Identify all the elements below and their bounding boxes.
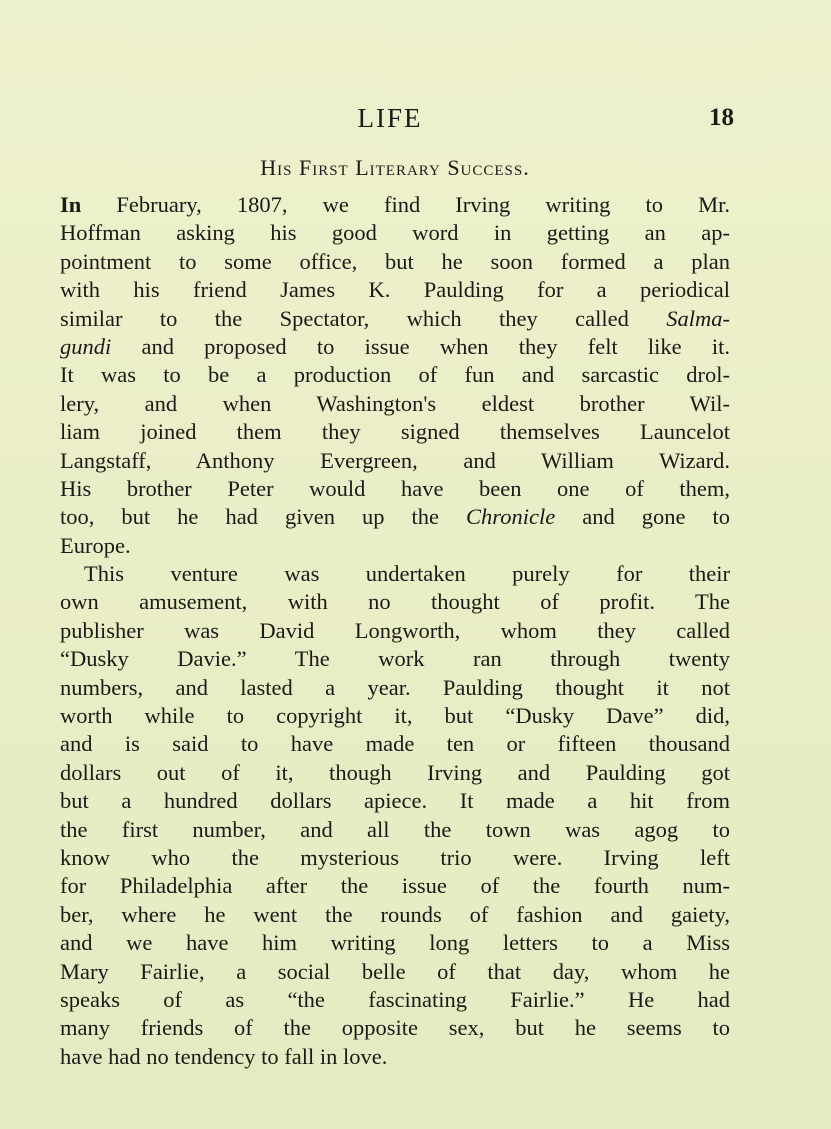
text-line: own amusement, with no thought of profit. The (60, 589, 730, 615)
text-line: worth while to copyright it, but “Dusky Dave” did, (60, 703, 730, 729)
text-fragment: and proposed to issue when they felt like it. (111, 333, 730, 359)
text-line: know who the mysterious trio were. Irving left (60, 844, 730, 870)
text-line (60, 191, 730, 219)
text-line: Mary Fairlie, a social belle of that day, whom he (60, 958, 730, 984)
lead-word: In (60, 192, 82, 217)
running-header (0, 98, 831, 138)
text-line (60, 333, 730, 361)
text-line: and we have him writing long letters to a Miss (60, 930, 730, 956)
section-heading: His First Literary Success. (260, 155, 530, 180)
text-line: have had no tendency to fall in love. (60, 1043, 388, 1069)
text-line: Hoffman asking his good word in getting an ap- (60, 220, 730, 246)
text-line: with his friend James K. Paulding for a periodical (60, 277, 730, 303)
text-line: “Dusky Davie.” The work ran through twenty (60, 646, 730, 672)
text-line: Europe. (60, 532, 131, 558)
text-fragment: similar to the Spectator, which they called (60, 305, 667, 331)
text-line: the first number, and all the town was agog to (60, 816, 730, 842)
text-line: for Philadelphia after the issue of the fourth num- (60, 873, 730, 899)
text-line: Langstaff, Anthony Evergreen, and William Wizard. (60, 447, 730, 473)
text-line: His brother Peter would have been one of them, (60, 475, 730, 501)
text-line: but a hundred dollars apiece. It made a hit from (60, 788, 730, 814)
italic-title: gundi (60, 333, 112, 359)
paragraph-1 (60, 191, 730, 560)
text-line: liam joined them they signed themselves Launcelot (60, 419, 730, 445)
text-line: dollars out of it, though Irving and Paulding got (60, 759, 730, 785)
text-line: lery, and when Washington's eldest brother Wil- (60, 390, 730, 416)
italic-title: Salma- (666, 305, 730, 331)
text-line: many friends of the opposite sex, but he seems to (60, 1015, 730, 1041)
text-line: pointment to some office, but he soon formed a plan (60, 248, 730, 274)
text-line: speaks of as “the fascinating Fairlie.” He had (60, 986, 730, 1012)
running-title: LIFE (357, 103, 423, 133)
body-text (60, 191, 730, 1071)
text-fragment: and gone to (555, 504, 730, 530)
text-line (60, 503, 730, 531)
text-line: and is said to have made ten or fifteen thousand (60, 731, 730, 757)
text-fragment: February, 1807, we find Irving writing to Mr. (81, 192, 730, 217)
text-line: It was to be a production of fun and sarcastic drol- (60, 362, 730, 388)
text-line: numbers, and lasted a year. Paulding thought it not (60, 674, 730, 700)
text-line: ber, where he went the rounds of fashion and gaiety, (60, 901, 730, 927)
italic-title: Chronicle (466, 504, 556, 530)
text-fragment: too, but he had given up the (60, 504, 467, 530)
text-line (60, 305, 730, 333)
page-number: 18 (709, 104, 734, 131)
text-line: publisher was David Longworth, whom they called (60, 617, 730, 643)
text-line: This venture was undertaken purely for their (84, 561, 730, 587)
paragraph-2 (60, 560, 730, 1071)
